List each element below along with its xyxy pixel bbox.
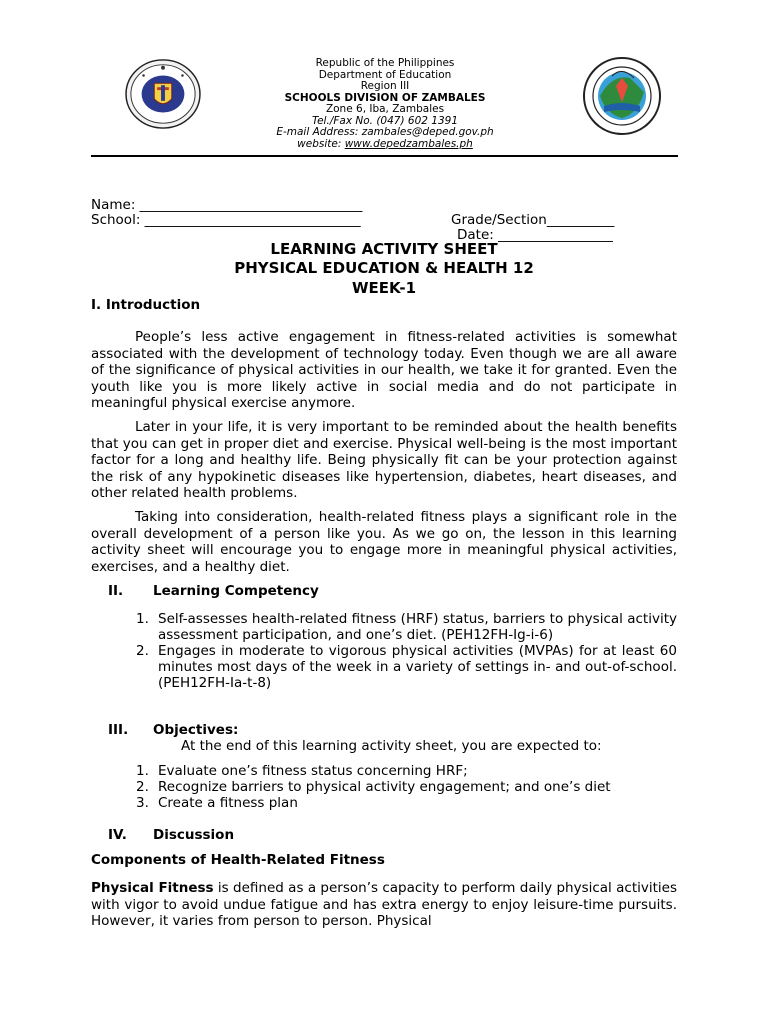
list-item: 1. Self-assesses health-related fitness (HRF) status, barriers to physical activity assessment participation, and one’s diet. (PEH12FH-Ig-i-6) <box>136 611 677 643</box>
region-line: Region III <box>360 80 410 92</box>
email-line: E-mail Address: zambales@deped.gov.ph <box>276 126 494 138</box>
introduction-heading: I. Introduction <box>91 297 201 313</box>
competency-list <box>136 611 677 691</box>
student-info-form <box>91 183 681 243</box>
physical-fitness-term: Physical Fitness <box>91 880 214 896</box>
website-link[interactable]: www.depedzambales.ph <box>344 137 473 150</box>
discussion-heading: Discussion <box>153 827 235 843</box>
republic-line: Republic of the Philippines <box>315 57 455 69</box>
objectives-list <box>136 763 677 811</box>
deped-seal-logo <box>124 58 202 130</box>
intro-paragraph-1: People’s less active engagement in fitness-related activities is somewhat associated with the development of technology today. Even though we are all aware of the significance of physical activities in our health, we take it for granted. Even the youth like you is more likely active in social media and do not participate in meaningful physical exercise anymore. <box>91 329 677 411</box>
physical-fitness-paragraph <box>91 880 677 930</box>
competency-number: II. <box>108 583 124 599</box>
sheet-title: LEARNING ACTIVITY SHEET <box>270 240 498 258</box>
intro-paragraph-2: Later in your life, it is very important to be reminded about the health benefits that you can get in proper diet and exercise. Physical well-being is the most important factor for a long and healthy life. Being physically fit can be your protection against the risk of any hypokinetic diseases like hypertension, diabetes, heart diseases, and other related health problems. <box>91 419 677 501</box>
date-field[interactable]: Date: _________________ <box>457 227 613 243</box>
competency-heading: Learning Competency <box>153 583 319 599</box>
division-seal-logo <box>582 56 662 136</box>
telfax-line: Tel./Fax No. (047) 602 1391 <box>311 114 459 127</box>
objectives-heading: Objectives: <box>153 722 239 738</box>
list-item: 2. Recognize barriers to physical activity engagement; and one’s diet <box>136 779 611 795</box>
objectives-number: III. <box>108 722 129 738</box>
list-item: 1. Evaluate one’s fitness status concerning HRF; <box>136 763 468 779</box>
department-line: Department of Education <box>318 68 452 81</box>
school-field[interactable]: School: ________________________________ <box>91 212 361 228</box>
header-divider <box>91 155 678 157</box>
grade-section-field[interactable]: Grade/Section__________ <box>451 212 615 228</box>
physical-fitness-definition: is defined as a person’s capacity to perform daily physical activities with vigor to avoid undue fatigue and has extra energy to enjoy leisure-time pursuits. However, it varies from person to person. Physical <box>91 880 677 929</box>
website-prefix: website: <box>297 137 345 150</box>
week-title: WEEK-1 <box>351 279 417 297</box>
name-field[interactable]: Name: _________________________________ <box>91 197 363 213</box>
discussion-number: IV. <box>108 827 127 843</box>
objectives-intro: At the end of this learning activity sheet, you are expected to: <box>181 738 602 754</box>
website-line <box>230 139 540 151</box>
list-item: 3. Create a fitness plan <box>136 795 298 811</box>
letterhead <box>230 58 540 150</box>
list-item: 2. Engages in moderate to vigorous physical activities (MVPAs) for at least 60 minutes most days of the week in a variety of settings in- and out-of-school. (PEH12FH-Ia-t-8) <box>136 643 677 691</box>
intro-paragraph-3: Taking into consideration, health-related fitness plays a significant role in the overall development of a person like you. As we go on, the lesson in this learning activity sheet will encourage you to engage more in meaningful physical activities, exercises, and a healthy diet. <box>91 509 677 575</box>
division-line: SCHOOLS DIVISION OF ZAMBALES <box>284 91 486 104</box>
subject-title: PHYSICAL EDUCATION & HEALTH 12 <box>234 259 534 277</box>
address-line: Zone 6, Iba, Zambales <box>325 103 445 115</box>
components-heading: Components of Health-Related Fitness <box>91 852 385 868</box>
